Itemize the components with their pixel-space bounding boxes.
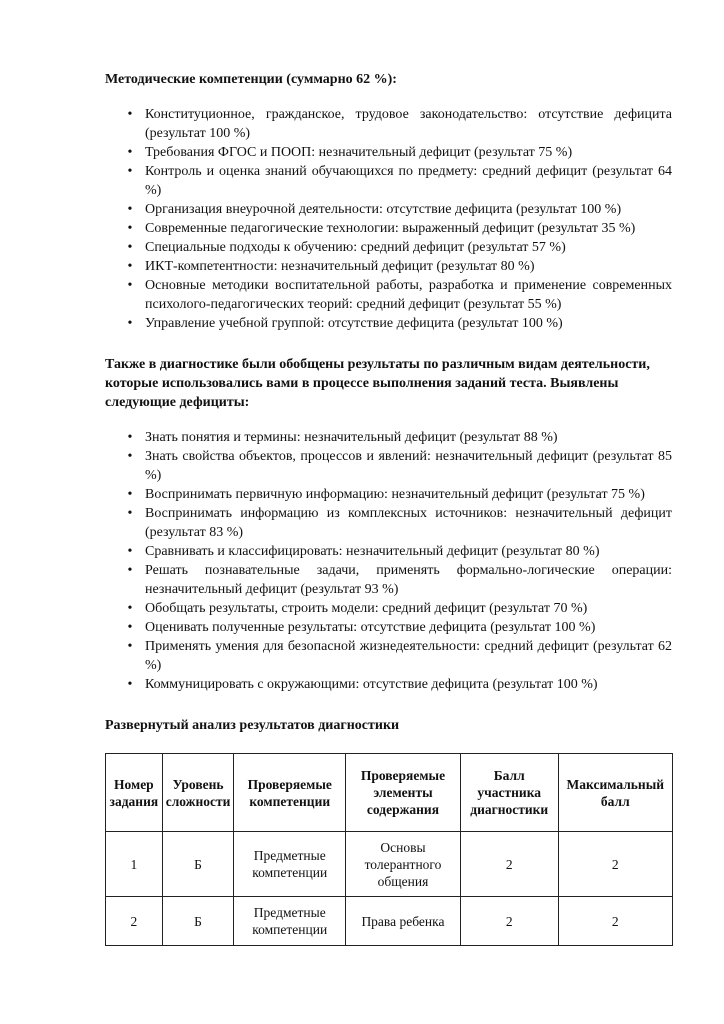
bullet-icon: •	[127, 601, 133, 616]
list-item: • Специальные подходы к обучению: средний дефицит (результат 57 %)	[105, 238, 672, 257]
column-header-content-elements: Проверяемые элементы содержания	[346, 754, 461, 832]
document-page	[105, 70, 672, 946]
list-item: • Коммуницировать с окружающими: отсутствие дефицита (результат 100 %)	[105, 675, 672, 694]
methodical-heading: Методические компетенции (суммарно 62 %):	[105, 72, 397, 87]
list-item: • Знать понятия и термины: незначительный дефицит (результат 88 %)	[105, 428, 672, 447]
bullet-icon: •	[127, 449, 133, 464]
list-item: • Обобщать результаты, строить модели: средний дефицит (результат 70 %)	[105, 599, 672, 618]
list-item: • Решать познавательные задачи, применять формально-логические операции: незначительный дефицит (результат 93 %)	[105, 561, 672, 599]
methodical-list	[105, 105, 672, 333]
bullet-icon: •	[127, 164, 133, 179]
bullet-icon: •	[127, 563, 133, 578]
bullet-icon: •	[127, 620, 133, 635]
list-item: • Организация внеурочной деятельности: отсутствие дефицита (результат 100 %)	[105, 200, 672, 219]
cell-task-number: 1	[106, 832, 163, 897]
cell-participant-score: 2	[460, 897, 558, 946]
bullet-icon: •	[127, 544, 133, 559]
column-header-difficulty: Уровень сложности	[162, 754, 234, 832]
list-item: • Знать свойства объектов, процессов и явлений: незначительный дефицит (результат 85 %)	[105, 447, 672, 485]
table-row	[106, 897, 673, 946]
list-item: • Конституционное, гражданское, трудовое законодательство: отсутствие дефицита (результат 100 %)	[105, 105, 672, 143]
list-item: • ИКТ-компетентности: незначительный дефицит (результат 80 %)	[105, 257, 672, 276]
list-item: • Контроль и оценка знаний обучающихся по предмету: средний дефицит (результат 64 %)	[105, 162, 672, 200]
list-item: • Современные педагогические технологии: выраженный дефицит (результат 35 %)	[105, 219, 672, 238]
cell-max-score: 2	[558, 897, 672, 946]
cell-content-element: Права ребенка	[346, 897, 461, 946]
bullet-icon: •	[127, 278, 133, 293]
column-header-max-score: Максимальный балл	[558, 754, 672, 832]
list-item: • Воспринимать первичную информацию: незначительный дефицит (результат 75 %)	[105, 485, 672, 504]
bullet-icon: •	[127, 316, 133, 331]
generalized-list	[105, 428, 672, 694]
bullet-icon: •	[127, 259, 133, 274]
cell-participant-score: 2	[460, 832, 558, 897]
bullet-icon: •	[127, 506, 133, 521]
analysis-heading: Развернутый анализ результатов диагностики	[105, 718, 400, 733]
cell-difficulty: Б	[162, 897, 234, 946]
list-item: • Основные методики воспитательной работы, разработка и применение современных психолого-педагогических теорий: средний дефицит (результат 55 %)	[105, 276, 672, 314]
cell-content-element: Основы толерантного общения	[346, 832, 461, 897]
list-item: • Оценивать полученные результаты: отсутствие дефицита (результат 100 %)	[105, 618, 672, 637]
bullet-icon: •	[127, 677, 133, 692]
cell-task-number: 2	[106, 897, 163, 946]
cell-max-score: 2	[558, 832, 672, 897]
column-header-competencies: Проверяемые компетенции	[234, 754, 346, 832]
bullet-icon: •	[127, 487, 133, 502]
bullet-icon: •	[127, 430, 133, 445]
cell-competencies: Предметные компетенции	[234, 897, 346, 946]
table-header-row	[106, 754, 673, 832]
bullet-icon: •	[127, 240, 133, 255]
bullet-icon: •	[127, 639, 133, 654]
list-item: • Применять умения для безопасной жизнедеятельности: средний дефицит (результат 62 %)	[105, 637, 672, 675]
column-header-task-number: Номер задания	[106, 754, 163, 832]
bullet-icon: •	[127, 202, 133, 217]
list-item: • Воспринимать информацию из комплексных источников: незначительный дефицит (результат 83 %)	[105, 504, 672, 542]
table-row	[106, 832, 673, 897]
list-item: • Управление учебной группой: отсутствие дефицита (результат 100 %)	[105, 314, 672, 333]
list-item: • Сравнивать и классифицировать: незначительный дефицит (результат 80 %)	[105, 542, 672, 561]
bullet-icon: •	[127, 221, 133, 236]
column-header-participant-score: Балл участника диагностики	[460, 754, 558, 832]
bullet-icon: •	[127, 107, 133, 122]
analysis-table	[105, 753, 673, 946]
list-item: • Требования ФГОС и ПООП: незначительный дефицит (результат 75 %)	[105, 143, 672, 162]
cell-difficulty: Б	[162, 832, 234, 897]
generalized-heading: Также в диагностике были обобщены результаты по различным видам деятельности, которые использовались вами в процессе выполнения заданий теста. Выявлены следующие дефициты:	[105, 357, 650, 410]
bullet-icon: •	[127, 145, 133, 160]
cell-competencies: Предметные компетенции	[234, 832, 346, 897]
